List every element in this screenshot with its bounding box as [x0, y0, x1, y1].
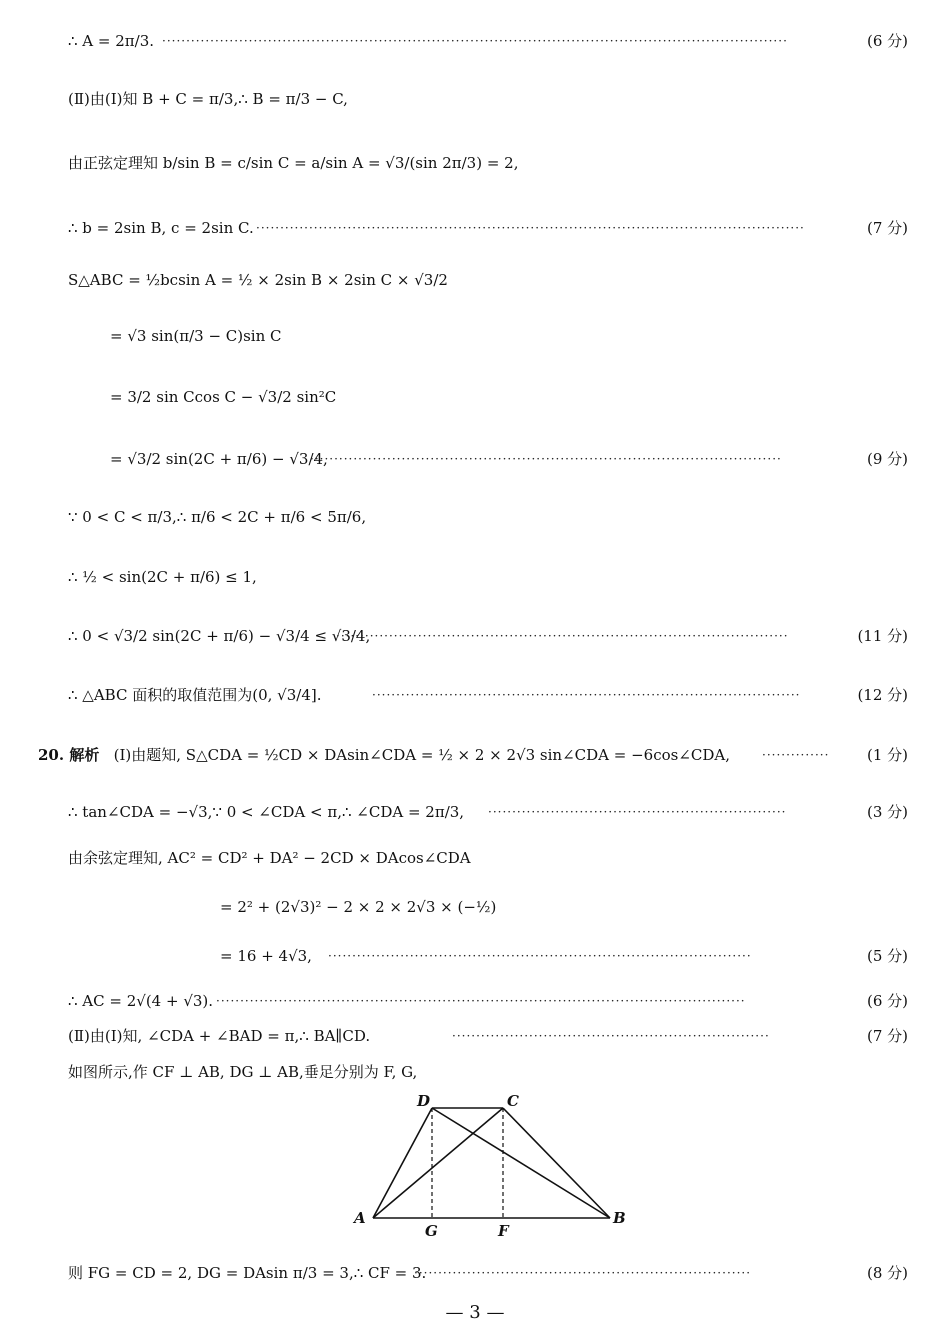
dot-leader: ······························································································ — [336, 629, 789, 643]
line-3: 由正弦定理知 b/sin B = c/sin C = a/sin A = √3/(sin 2π/3) = 2, — [68, 154, 519, 172]
trapezoid-figure — [345, 1090, 635, 1240]
score-label: (5 分) — [866, 947, 908, 965]
label-d: D — [417, 1092, 431, 1110]
line-21: 则 FG = CD = 2, DG = DAsin π/3 = 3,∴ CF = 3. — [68, 1264, 427, 1282]
score-label: (1 分) — [866, 746, 908, 764]
segment-ac — [373, 1108, 503, 1218]
score-label: (7 分) — [866, 1027, 908, 1045]
line-7: = 3/2 sin Ccos C − √3/2 sin²C — [110, 388, 337, 406]
score-label: (6 分) — [866, 992, 908, 1010]
score-label: (3 分) — [866, 803, 908, 821]
score-label: (11 分) — [857, 627, 908, 645]
line-9: ∵ 0 < C < π/3,∴ π/6 < 2C + π/6 < 5π/6, — [68, 508, 367, 526]
dot-leader: ························································································· — [372, 688, 801, 702]
score-label: (9 分) — [866, 450, 908, 468]
line-16: = 2² + (2√3)² − 2 × 2 × 2√3 × (−½) — [220, 898, 497, 916]
label-f: F — [498, 1222, 509, 1240]
line-8: = √3/2 sin(2C + π/6) − √3/4, — [110, 450, 328, 468]
score-label: (6 分) — [866, 32, 908, 50]
line-12: ∴ △ABC 面积的取值范围为(0, √3/4]. — [68, 686, 322, 704]
dot-leader: ·································································· — [452, 1029, 770, 1043]
question-label: 20. 解析 — [38, 746, 100, 764]
segment-bc — [503, 1108, 610, 1218]
line-17: = 16 + 4√3, — [220, 947, 312, 965]
label-c: C — [507, 1092, 519, 1110]
line-1: ∴ A = 2π/3. — [68, 32, 155, 50]
label-a: A — [354, 1209, 366, 1227]
line-15: 由余弦定理知, AC² = CD² + DA² − 2CD × DAcos∠CDA — [68, 849, 471, 867]
dot-leader: ·················································································································· — [256, 221, 805, 235]
dot-leader: ·································································································································· — [162, 34, 788, 48]
segment-ad — [373, 1108, 432, 1218]
page-number: — 3 — — [445, 1302, 505, 1323]
segment-db — [432, 1108, 610, 1218]
line-18: ∴ AC = 2√(4 + √3). — [68, 992, 214, 1010]
dot-leader: ······································································ — [414, 1266, 752, 1280]
line-19: (Ⅱ)由(Ⅰ)知, ∠CDA + ∠BAD = π,∴ BA∥CD. — [68, 1027, 371, 1045]
line-13: 20. 解析 (Ⅰ)由题知, S△CDA = ½CD × DAsin∠CDA = ½ × 2 × 2√3 sin∠CDA = −6cos∠CDA, — [38, 746, 731, 764]
line-6: = √3 sin(π/3 − C)sin C — [110, 327, 282, 345]
score-label: (8 分) — [866, 1264, 908, 1282]
dot-leader: ·············· — [762, 748, 830, 762]
label-g: G — [425, 1222, 438, 1240]
dot-leader: ·································································································· — [310, 452, 782, 466]
line-10: ∴ ½ < sin(2C + π/6) ≤ 1, — [68, 568, 257, 586]
line-2: (Ⅱ)由(Ⅰ)知 B + C = π/3,∴ B = π/3 − C, — [68, 90, 348, 108]
score-label: (7 分) — [866, 219, 908, 237]
score-label: (12 分) — [857, 686, 908, 704]
line-20: 如图所示,作 CF ⊥ AB, DG ⊥ AB,垂足分别为 F, G, — [68, 1063, 418, 1081]
dot-leader: ························································································ — [328, 949, 752, 963]
line-14: ∴ tan∠CDA = −√3,∵ 0 < ∠CDA < π,∴ ∠CDA = 2π/3, — [68, 803, 465, 821]
dot-leader: ······························································ — [488, 805, 787, 819]
dot-leader: ·············································································································· — [216, 994, 746, 1008]
line-11: ∴ 0 < √3/2 sin(2C + π/6) − √3/4 ≤ √3/4, — [68, 627, 371, 645]
label-b: B — [613, 1209, 626, 1227]
line-4: ∴ b = 2sin B, c = 2sin C. — [68, 219, 254, 237]
line-5: S△ABC = ½bcsin A = ½ × 2sin B × 2sin C × √3/2 — [68, 271, 448, 289]
